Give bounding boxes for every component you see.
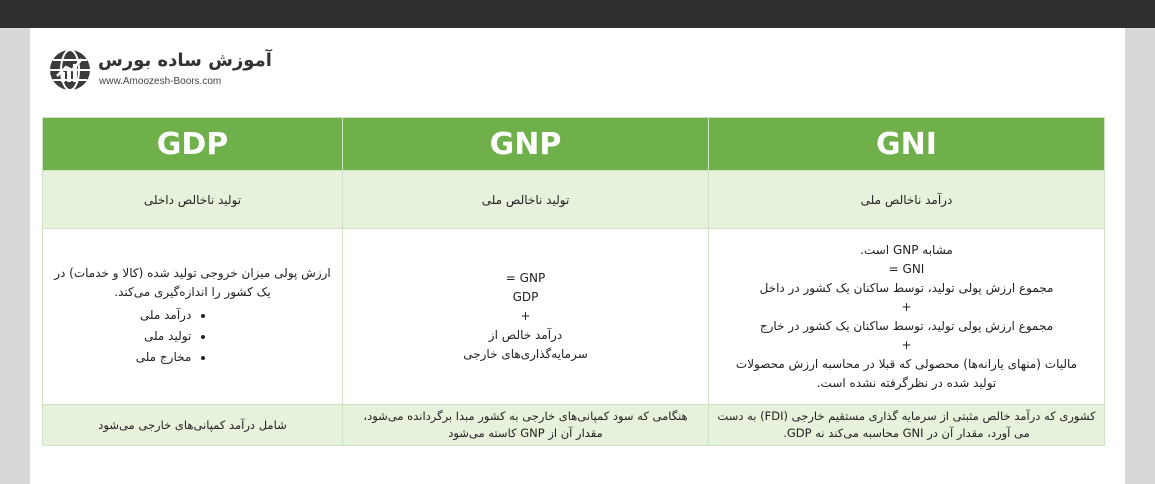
- gni-line: +: [901, 337, 912, 352]
- globe-chart-icon: [48, 48, 92, 92]
- list-item: • درآمد ملی: [136, 306, 192, 325]
- gnp-line: سرمایه‌گذاری‌های خارجی: [463, 347, 588, 361]
- left-frame: [0, 28, 30, 484]
- gni-line: GNI =: [888, 261, 925, 276]
- note-gnp: هنگامی که سود کمپانی‌های خارجی به کشور مبدا برگردانده می‌شود، مقدار آن از GNP کاسته می‌شود: [343, 405, 709, 446]
- gni-line: مشابه GNP است.: [860, 242, 953, 257]
- header-gdp: GDP: [43, 118, 343, 171]
- full-name-row: [43, 171, 1105, 229]
- gni-line: مالیات (منهای یارانه‌ها) محصولی که قبلا در محاسبه ارزش محصولات: [735, 356, 1078, 371]
- gnp-line: درآمد خالص از: [488, 328, 563, 342]
- header-gnp: GNP: [343, 118, 709, 171]
- full-name-gni: درآمد ناخالص ملی: [709, 171, 1105, 229]
- gni-line: مجموع ارزش پولی تولید، توسط ساکنان یک کشور در خارج: [759, 318, 1054, 333]
- note-gdp: شامل درآمد کمپانی‌های خارجی می‌شود: [43, 405, 343, 446]
- document-page: [30, 28, 1125, 484]
- list-item: • مخارج ملی: [136, 348, 192, 367]
- note-gni: کشوری که درآمد خالص مثبتی از سرمایه گذاری مستقیم خارجی (FDI) به دست می آورد، مقدار آن در GNI محاسبه می‌کند نه GDP.: [709, 405, 1105, 446]
- right-frame: [1125, 28, 1155, 484]
- logo-url[interactable]: www.Amoozesh-Boors.com: [99, 76, 222, 87]
- gdp-gnp-gni-comparison-table: [42, 117, 1105, 446]
- logo-title: آموزش ساده بورس: [98, 50, 272, 71]
- gni-line: مجموع ارزش پولی تولید، توسط ساکنان یک کشور در داخل: [759, 280, 1054, 295]
- site-logo[interactable]: [48, 48, 278, 94]
- gni-description: [709, 229, 1105, 405]
- gdp-description: [43, 229, 343, 405]
- gni-line: تولید شده در نظرگرفته نشده است.: [816, 375, 997, 390]
- full-name-gnp: تولید ناخالص ملی: [343, 171, 709, 229]
- header-gni: GNI: [709, 118, 1105, 171]
- gni-line: +: [901, 299, 912, 314]
- gnp-line: GDP: [512, 290, 539, 304]
- gdp-intro: ارزش پولی میزان خروجی تولید شده (کالا و خدمات) در یک کشور را اندازه‌گیری می‌کند.: [54, 266, 331, 299]
- gnp-description: [343, 229, 709, 405]
- gnp-line: +: [520, 309, 531, 323]
- gdp-components-list: [136, 304, 250, 369]
- note-row: [43, 405, 1105, 446]
- list-item: • تولید ملی: [136, 327, 192, 346]
- gnp-line: GNP =: [505, 271, 546, 285]
- full-name-gdp: تولید ناخالص داخلی: [43, 171, 343, 229]
- top-frame: [0, 0, 1155, 28]
- description-row: [43, 229, 1105, 405]
- header-row: [43, 118, 1105, 171]
